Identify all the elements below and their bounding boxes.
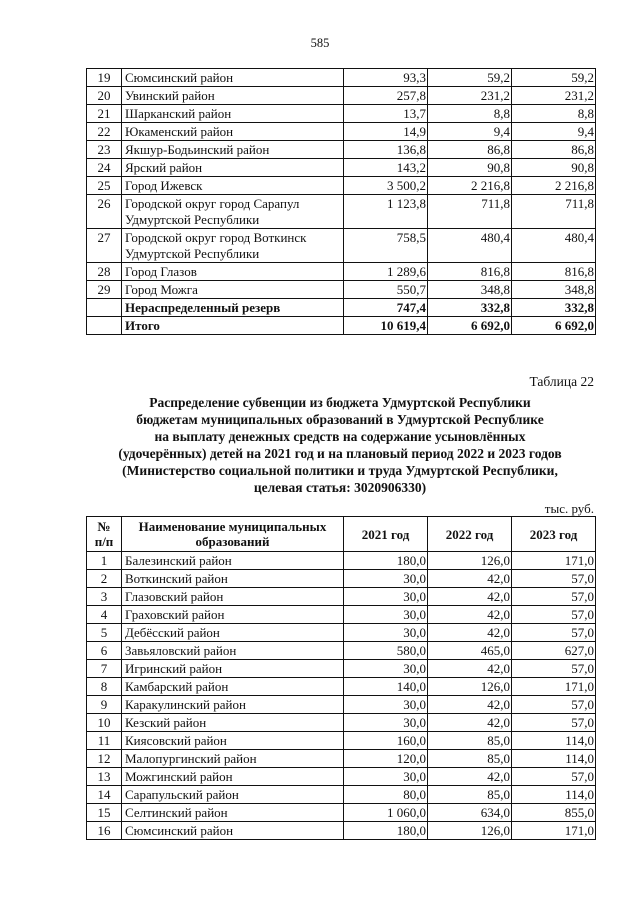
value-2022: 126,0 [428,822,512,840]
title-line: (Министерство социальной политики и труда Удмуртской Республики, [122,463,558,478]
row-name: Селтинский район [122,804,344,822]
value-2021: 120,0 [344,750,428,768]
value-2023: 2 216,8 [512,177,596,195]
value-2022: 42,0 [428,768,512,786]
title-line: Распределение субвенции из бюджета Удмуртской Республики [149,395,531,410]
value-2023: 90,8 [512,159,596,177]
row-name: Малопургинский район [122,750,344,768]
table-row [87,624,596,642]
value-2021: 3 500,2 [344,177,428,195]
value-2021: 30,0 [344,714,428,732]
table-row [87,606,596,624]
value-2022: 42,0 [428,714,512,732]
value-2023: 57,0 [512,588,596,606]
row-number: 23 [87,141,122,159]
row-name: Глазовский район [122,588,344,606]
value-2023: 57,0 [512,660,596,678]
row-name: Сюмсинский район [122,822,344,840]
header-2021: 2021 год [344,517,428,552]
header-2023: 2023 год [512,517,596,552]
value-2022: 42,0 [428,588,512,606]
value-2022: 85,0 [428,786,512,804]
value-2021: 93,3 [344,69,428,87]
table-row [87,552,596,570]
title-line: целевая статья: 3020906330) [253,480,427,495]
table-row [87,87,596,105]
row-name: Город Ижевск [122,177,344,195]
table-row [87,822,596,840]
value-2023: 86,8 [512,141,596,159]
row-name: Киясовский район [122,732,344,750]
row-number: 27 [87,229,122,263]
row-number: 1 [87,552,122,570]
row-number: 29 [87,281,122,299]
table-row [87,141,596,159]
row-name: Итого [122,317,344,335]
row-name: Дебёсский район [122,624,344,642]
row-name: Увинский район [122,87,344,105]
row-name: Сюмсинский район [122,69,344,87]
row-number: 22 [87,123,122,141]
row-name: Камбарский район [122,678,344,696]
value-2023: 114,0 [512,732,596,750]
table-header-row [87,517,596,552]
value-2021: 30,0 [344,624,428,642]
table-row [87,281,596,299]
row-number: 21 [87,105,122,123]
value-2022: 90,8 [428,159,512,177]
value-2023: 8,8 [512,105,596,123]
table-row [87,678,596,696]
value-2022: 42,0 [428,660,512,678]
table-row [87,263,596,281]
row-number: 6 [87,642,122,660]
value-2021: 143,2 [344,159,428,177]
value-2023: 171,0 [512,678,596,696]
value-2023: 57,0 [512,606,596,624]
value-2023: 114,0 [512,750,596,768]
value-2022: 231,2 [428,87,512,105]
value-2023: 59,2 [512,69,596,87]
row-number: 15 [87,804,122,822]
value-2021: 136,8 [344,141,428,159]
row-name: Городской округ город Сарапул Удмуртской Республики [122,195,344,229]
value-2021: 160,0 [344,732,428,750]
table-row [87,660,596,678]
value-2022: 465,0 [428,642,512,660]
value-2021: 13,7 [344,105,428,123]
row-number: 4 [87,606,122,624]
table-row [87,299,596,317]
value-2023: 816,8 [512,263,596,281]
table-row [87,105,596,123]
value-2023: 57,0 [512,714,596,732]
table-row [87,714,596,732]
row-number: 24 [87,159,122,177]
value-2021: 30,0 [344,696,428,714]
value-2023: 348,8 [512,281,596,299]
value-2023: 332,8 [512,299,596,317]
header-2022: 2022 год [428,517,512,552]
row-name: Город Можга [122,281,344,299]
row-name: Нераспределенный резерв [122,299,344,317]
row-number: 10 [87,714,122,732]
value-2022: 2 216,8 [428,177,512,195]
value-2021: 580,0 [344,642,428,660]
table-row [87,588,596,606]
header-num-line1: № [97,519,111,534]
table-row [87,570,596,588]
row-number: 14 [87,786,122,804]
value-2021: 1 123,8 [344,195,428,229]
value-2022: 8,8 [428,105,512,123]
table-row [87,804,596,822]
row-number: 19 [87,69,122,87]
value-2022: 816,8 [428,263,512,281]
value-2022: 42,0 [428,624,512,642]
value-2021: 30,0 [344,570,428,588]
table-label: Таблица 22 [529,374,594,389]
value-2021: 30,0 [344,588,428,606]
value-2022: 86,8 [428,141,512,159]
title-line: бюджетам муниципальных образований в Удмуртской Республике [136,412,544,427]
row-number: 20 [87,87,122,105]
page-number: 585 [310,36,330,50]
table-row [87,642,596,660]
row-number: 5 [87,624,122,642]
row-name: Балезинский район [122,552,344,570]
value-2021: 550,7 [344,281,428,299]
row-name: Городской округ город Воткинск Удмуртской Республики [122,229,344,263]
row-number: 7 [87,660,122,678]
value-2021: 257,8 [344,87,428,105]
row-number: 26 [87,195,122,229]
row-number: 8 [87,678,122,696]
value-2021: 30,0 [344,768,428,786]
row-name: Игринский район [122,660,344,678]
table-row [87,159,596,177]
value-2021: 747,4 [344,299,428,317]
header-num-line2: п/п [94,534,114,549]
table-row [87,750,596,768]
value-2022: 711,8 [428,195,512,229]
value-2022: 59,2 [428,69,512,87]
table-row [87,317,596,335]
budget-table-continuation [86,68,596,335]
value-2022: 480,4 [428,229,512,263]
row-number: 25 [87,177,122,195]
table-row [87,786,596,804]
header-num [87,517,122,552]
row-number [87,317,122,335]
value-2022: 126,0 [428,552,512,570]
value-2023: 6 692,0 [512,317,596,335]
value-2022: 85,0 [428,732,512,750]
row-number [87,299,122,317]
value-2021: 140,0 [344,678,428,696]
value-2023: 57,0 [512,768,596,786]
value-2023: 57,0 [512,570,596,588]
title-line: на выплату денежных средств на содержание усыновлённых [154,429,526,444]
table-row [87,768,596,786]
row-name: Шарканский район [122,105,344,123]
row-number: 12 [87,750,122,768]
value-2022: 42,0 [428,606,512,624]
value-2023: 57,0 [512,624,596,642]
value-2022: 6 692,0 [428,317,512,335]
value-2023: 231,2 [512,87,596,105]
row-name: Граховский район [122,606,344,624]
row-name: Кезский район [122,714,344,732]
value-2022: 634,0 [428,804,512,822]
value-2023: 171,0 [512,822,596,840]
row-name: Якшур-Бодьинский район [122,141,344,159]
value-2023: 711,8 [512,195,596,229]
row-number: 28 [87,263,122,281]
value-2021: 80,0 [344,786,428,804]
value-2021: 14,9 [344,123,428,141]
row-name: Город Глазов [122,263,344,281]
value-2021: 180,0 [344,822,428,840]
row-number: 11 [87,732,122,750]
value-2021: 180,0 [344,552,428,570]
value-2022: 348,8 [428,281,512,299]
value-2023: 9,4 [512,123,596,141]
value-2023: 480,4 [512,229,596,263]
title-line: (удочерённых) детей на 2021 год и на плановый период 2022 и 2023 годов [118,446,562,461]
table-title [60,394,620,496]
row-name: Каракулинский район [122,696,344,714]
units-label: тыс. руб. [544,501,594,516]
subvention-distribution-table [86,516,596,840]
value-2021: 30,0 [344,660,428,678]
header-name: Наименование муниципальных образований [122,517,344,552]
table-row [87,696,596,714]
value-2022: 85,0 [428,750,512,768]
value-2022: 42,0 [428,696,512,714]
table-row [87,69,596,87]
row-number: 3 [87,588,122,606]
value-2023: 627,0 [512,642,596,660]
row-name: Ярский район [122,159,344,177]
value-2023: 57,0 [512,696,596,714]
table-row [87,123,596,141]
value-2021: 10 619,4 [344,317,428,335]
value-2023: 855,0 [512,804,596,822]
value-2021: 30,0 [344,606,428,624]
row-name: Юкаменский район [122,123,344,141]
table-row [87,195,596,229]
value-2022: 332,8 [428,299,512,317]
row-name: Можгинский район [122,768,344,786]
row-number: 13 [87,768,122,786]
value-2023: 114,0 [512,786,596,804]
row-name: Завьяловский район [122,642,344,660]
table-row [87,229,596,263]
row-number: 2 [87,570,122,588]
row-number: 16 [87,822,122,840]
value-2022: 42,0 [428,570,512,588]
row-name: Воткинский район [122,570,344,588]
value-2021: 758,5 [344,229,428,263]
value-2022: 9,4 [428,123,512,141]
table-row [87,732,596,750]
value-2021: 1 289,6 [344,263,428,281]
table-row [87,177,596,195]
value-2022: 126,0 [428,678,512,696]
row-number: 9 [87,696,122,714]
row-name: Сарапульский район [122,786,344,804]
value-2023: 171,0 [512,552,596,570]
value-2021: 1 060,0 [344,804,428,822]
